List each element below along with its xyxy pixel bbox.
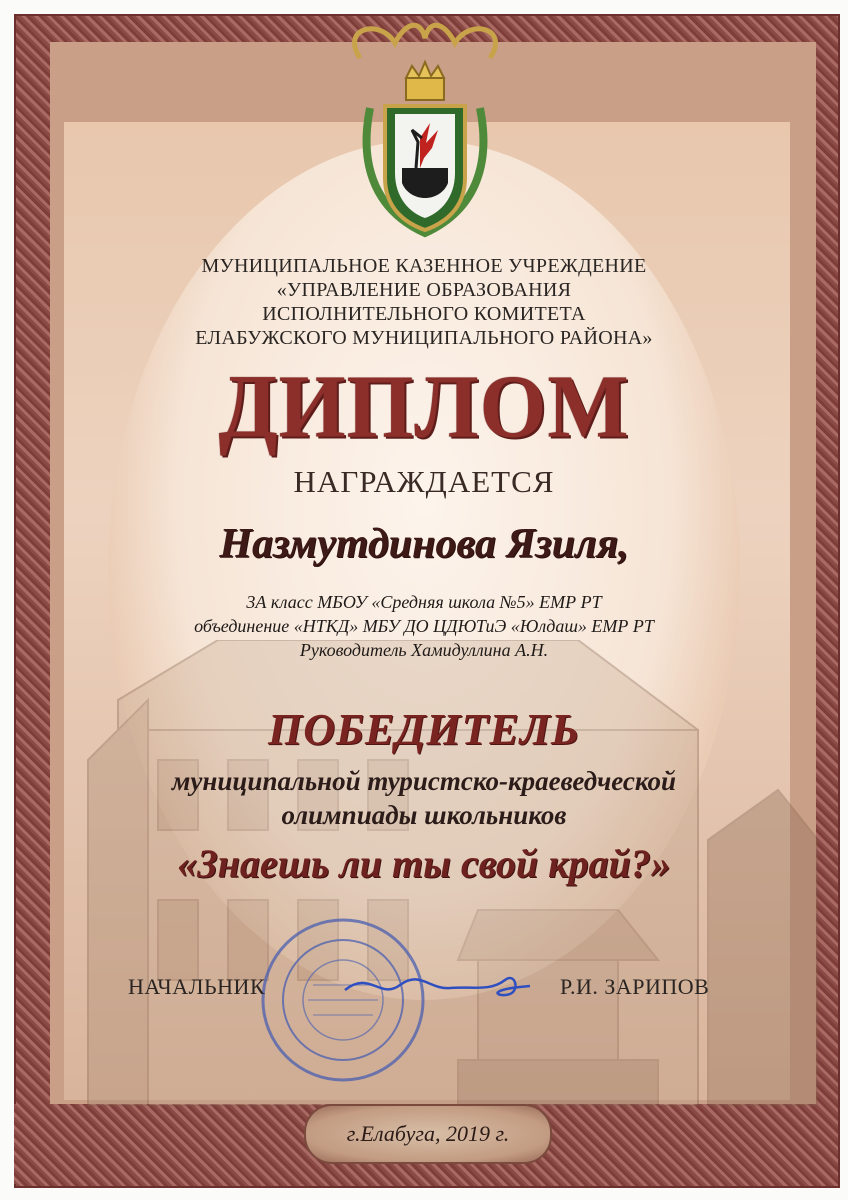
institution-name — [0, 254, 848, 350]
result-title: ПОБЕДИТЕЛЬ — [268, 705, 580, 754]
event-line-2: олимпиады школьников — [281, 800, 567, 830]
recipient-details — [0, 590, 848, 662]
coat-of-arms-emblem — [340, 18, 510, 243]
place-date: г.Елабуга, 2019 г. — [304, 1104, 552, 1164]
institution-line-3: ИСПОЛНИТЕЛЬНОГО КОМИТЕТА — [262, 303, 586, 325]
recipient-supervisor: Руководитель Хамидуллина А.Н. — [299, 640, 549, 660]
institution-line-4: ЕЛАБУЖСКОГО МУНИЦИПАЛЬНОГО РАЙОНА» — [195, 327, 653, 349]
contest-name: «Знаешь ли ты свой край?» — [177, 841, 671, 886]
recipient-school: 3А класс МБОУ «Средняя школа №5» ЕМР РТ — [246, 592, 602, 612]
event-line-1: муниципальной туристско-краеведческой — [171, 766, 677, 796]
recipient-name: Назмутдинова Язиля, — [219, 521, 629, 567]
institution-line-1: МУНИЦИПАЛЬНОЕ КАЗЕННОЕ УЧРЕЖДЕНИЕ — [201, 255, 647, 277]
diploma-title: ДИПЛОМ — [218, 355, 630, 457]
signatory-name: Р.И. ЗАРИПОВ — [560, 974, 710, 999]
awarded-label: НАГРАЖДАЕТСЯ — [293, 464, 555, 499]
recipient-association: объединение «НТКД» МБУ ДО ЦДЮТиЭ «Юлдаш» ЕМР РТ — [194, 616, 654, 636]
event-description — [0, 764, 848, 832]
institution-line-2: «УПРАВЛЕНИЕ ОБРАЗОВАНИЯ — [276, 279, 572, 301]
signatory-title: НАЧАЛЬНИК — [128, 974, 266, 999]
handwritten-signature — [340, 960, 540, 1010]
